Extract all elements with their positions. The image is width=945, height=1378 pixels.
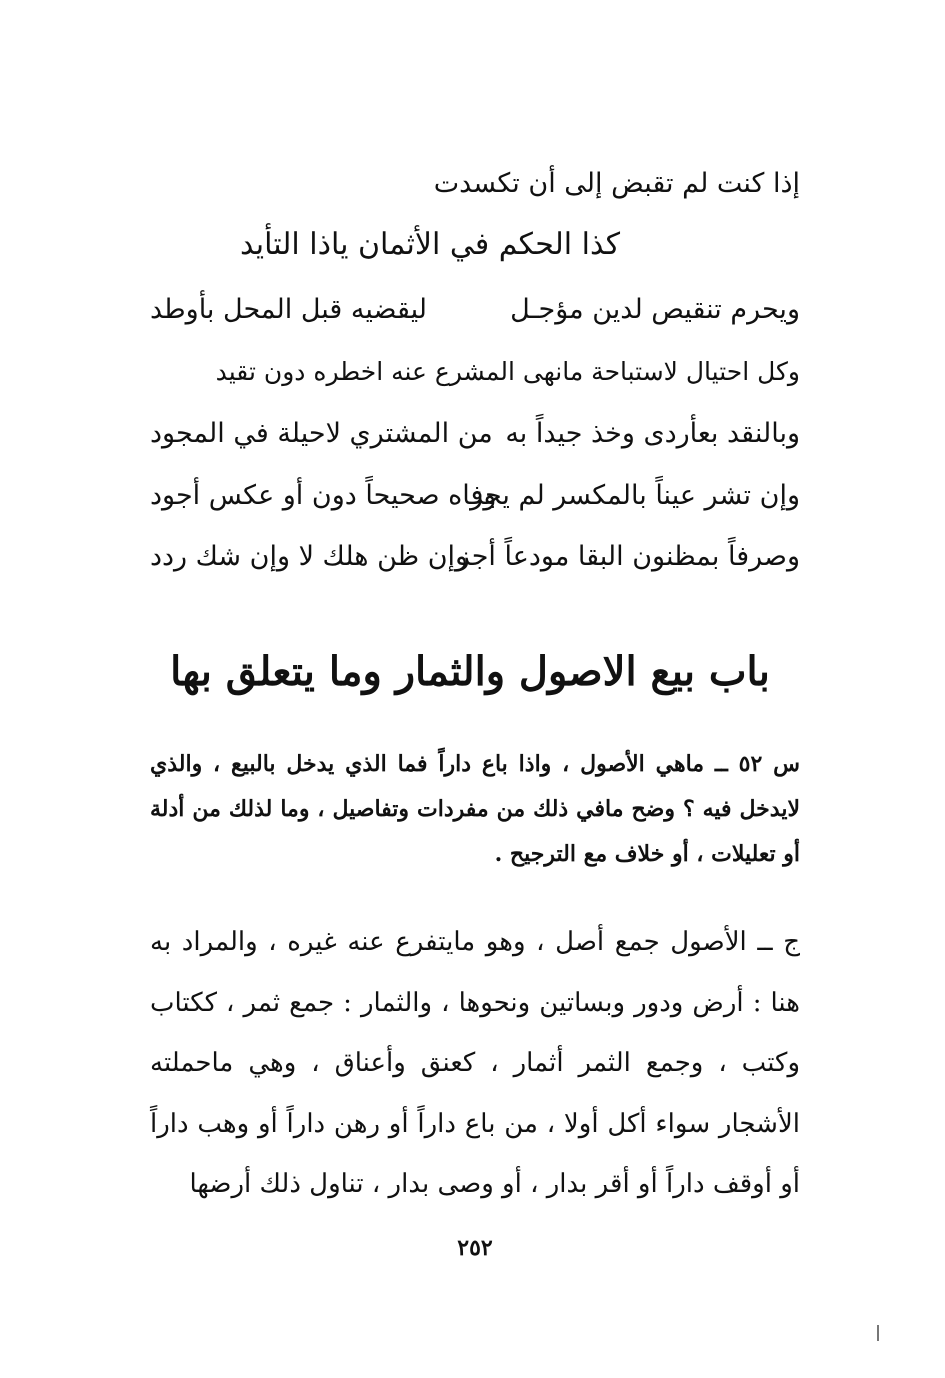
verse-left-hemistich: ليقضيه قبل المحل بأوطد [150, 294, 427, 325]
answer-paragraph: ج ــ الأصول جمع أصل ، وهو مايتفرع عنه غيره ، والمراد به هنا : أرض ودور وبساتين ونحوها ، والثمار : جمع ثمر ، ككتاب وكتب ، وجمع الثمر أثمار ، كعنق وأعناق ، وهي ماحملته الأشجار سواء أكل أولا ، من باع داراً أو رهن داراً أو وهب داراً أو أوقف داراً أو أقر بدار ، أو وصى بدار ، تناول ذلك أرضها [150, 927, 800, 1199]
verse-right-hemistich: وكل احتيال لاستباحة مانهى المشرع عنه اخطره دون تقيد [215, 357, 800, 386]
verse-line [150, 221, 620, 269]
verse-right-hemistich: ويحرم تنقيص لدين مؤجـل [510, 294, 800, 325]
verse-left-hemistich: وإن ظن هلك لا وإن شك ردد [150, 541, 469, 572]
verse-line [150, 348, 800, 396]
verse-right-hemistich: وبالنقد بعأردى وخذ جيداً به [505, 418, 800, 449]
verse-right-hemistich: وإن تشر عيناً بالمكسر لم يجز [470, 480, 800, 511]
page-number: ٢٥٢ [457, 1235, 493, 1261]
scan-mark [877, 1325, 879, 1341]
verse-line [150, 472, 800, 520]
question-paragraph: س ٥٢ ــ ماهي الأصول ، واذا باع داراً فما الذي يدخل بالبيع ، والذي لايدخل فيه ؟ وضح مافي ذلك من مفردات وتفاصيل ، وما لذلك من أدلة أو تعليلات ، أو خلاف مع الترجيح . [150, 751, 801, 867]
verse-right-hemistich: وصرفاً بمظنون البقا مودعاً أجز [456, 541, 800, 572]
verse-line [150, 286, 800, 334]
verse-line [150, 533, 800, 581]
chapter-heading: باب بيع الاصول والثمار وما يتعلق بها [170, 648, 770, 695]
verse-left-hemistich: وفاه صحيحاً دون أو عكس أجود [150, 480, 497, 511]
verse-line [150, 160, 800, 208]
verse-line [150, 410, 800, 458]
verse-left-hemistich: من المشتري لاحيلة في المجود [150, 418, 493, 449]
verse-right-hemistich: إذا كنت لم تقبض إلى أن تكسدت [433, 168, 800, 199]
verse-right-hemistich: كذا الحكم في الأثمان ياذا التأيد [239, 227, 620, 262]
